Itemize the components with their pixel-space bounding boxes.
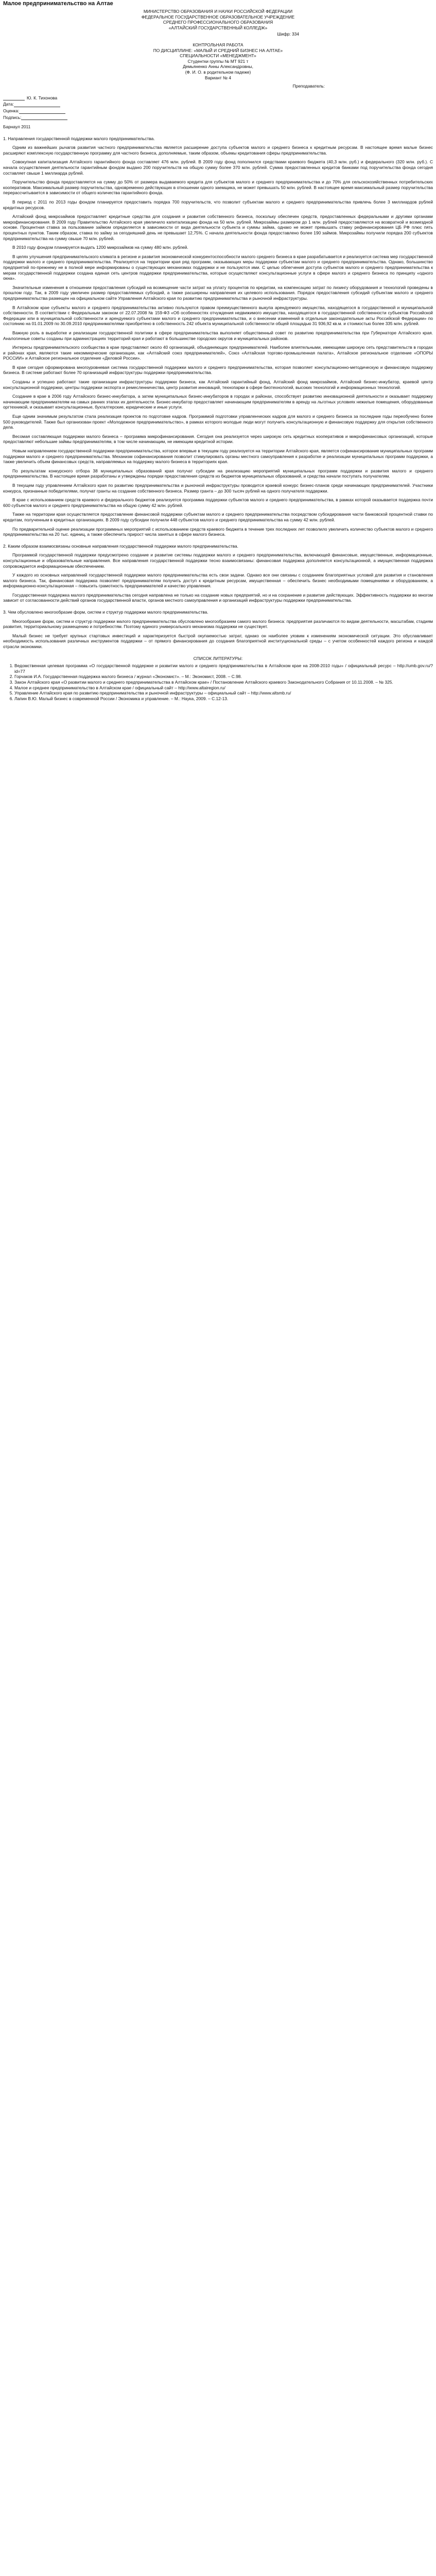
references-list	[3, 663, 433, 701]
header-line: «АЛТАЙСКИЙ ГОСУДАРСТВЕННЫЙ КОЛЛЕДЖ»	[168, 25, 268, 30]
body-paragraph: Поручительство фонда предоставляется на сумму до 50% от размера выдаваемого кредита для субъектов малого и среднего предпринимательства и до 70% для сельскохозяйственных потребительских кооперативов. Максимальный размер поручительства, одновременно действующих в отношении одного заемщика, не может превышать 50 млн. рублей. В настоящее время максимальный размер поручительства перерассчитывается в зависимости от общего количества гарантийного фонда.	[3, 179, 433, 196]
discipline: ПО ДИСЦИПЛИНЕ: «МАЛЫЙ И СРЕДНИЙ БИЗНЕС НА АЛТАЕ»	[153, 47, 283, 53]
work-title-block	[3, 42, 433, 80]
section-title: 3. Чем обусловлено многообразие форм, систем и структур поддержки малого предпринимательства.	[3, 609, 208, 615]
body-paragraph: В крае с использованием средств краевого и федерального бюджетов реализуется программа поддержки субъектов малого и среднего предпринимательства, в рамках которой оказывается поддержка почти 600 субъектов малого и среднего предпринимательства на общую сумму 42 млн. рублей.	[3, 497, 433, 508]
body-paragraph: По результатам конкурсного отбора 38 муниципальных образований края получат субсидии на реализацию мероприятий муниципальных программ поддержки и развития малого и среднего предпринимательства. В настоящее время разработаны и утверждены порядки предоставления средств из бюджетов муниципальных образований, и средства начали поступать получателям.	[3, 468, 433, 479]
city-year: Барнаул 2011	[3, 124, 31, 130]
reference-item: 1. Ведомственная целевая программа «О государственной поддержке и развитии малого и среднего предпринимательства в Алтайском крае на 2008-2010 годы» / официальный ресурс – http://umb.gov.ru/?id=77	[14, 663, 433, 674]
body-paragraph: Государственная поддержка малого предпринимательства сегодня направлена не только на создание новых предприятий, но и на сохранение и развитие действующих. Эффективность поддержки во многом зависит от согласованности действий органов государственной власти, органов местного самоуправления и организаций инфраструктуры поддержки предпринимательства.	[3, 592, 433, 603]
document-page	[0, 0, 436, 706]
institution-header	[3, 9, 433, 37]
date-field: Дата:	[3, 101, 433, 107]
body-paragraph: В целях улучшения предпринимательского климата в регионе и развития экономической конкурентоспособности малого среднего бизнеса в крае разрабатывается и реализуется система мер государственной поддержки малого и среднего предпринимательства. Реализуется на территории края ряд программ, оказывающих меры поддержки субъектам малого и среднего предпринимательства. Однако, большинство предприятий по-прежнему не в полной мере информированы о существующих механизмах поддержки и не пользуются ими. С целью облегчения доступа субъектов малого и среднего предпринимательства к мерам государственной поддержки создана единая сеть центров поддержки предпринимательства, которые осуществляют консультационные услуги в сфере малого и среднего бизнеса по принципу «одного окна».	[3, 253, 433, 281]
body-paragraph: Совокупная капитализация Алтайского гарантийного фонда составляет 476 млн. рублей. В 2009 году фонд пополнился средствами краевого бюджета (40,3 млн. руб.) и федерального (320 млн. руб.). С начала осуществления деятельности гарантийным фондом выдано 200 поручительств на общую сумму более 370 млн. рублей. Сумма предоставленных кредитов банками под поручительства фонда сегодня составляет свыше 1 миллиарда рублей.	[3, 159, 433, 176]
student-name: Демьяненко Анны Александровны,	[183, 64, 253, 70]
document-body	[3, 136, 433, 650]
grading-block	[3, 95, 433, 130]
body-paragraph: Также на территории края осуществляется предоставление финансовой поддержки субъектам малого и среднего предпринимательства посредством субсидирования части банковской процентной ставки по кредитам, полученным в кредитных организациях. В 2009 году субсидии получили 448 субъектов малого и среднего предпринимательства на сумму 42 млн. рублей.	[3, 512, 433, 522]
body-paragraph: В Алтайском крае субъекты малого и среднего предпринимательства активно пользуются правом преимущественного выкупа арендуемого имущества, находящегося в государственной и муниципальной собственности. В соответствии с Федеральным законом от 22.07.2008 № 159-ФЗ «Об особенностях отчуждения недвижимого имущества, находящегося в государственной собственности субъектов Российской Федерации или в муниципальной собственности и арендуемого субъектами малого и среднего предпринимательства, и о внесении изменений в отдельные законодательные акты Российской Федерации» по состоянию на 01.01.2009 по 30.09.2010 предпринимателями приобретено в собственность 242 объекта муниципальной собственности общей площадью 31 936,92 кв.м. и стоимостью более 335 млн. рублей.	[3, 304, 433, 327]
body-paragraph: По предварительной оценке реализации программных мероприятий с использованием средств краевого бюджета в течение трех последних лет позволило увеличить количество субъектов малого и среднего предпринимательства на 20 тыс. единиц, а также обеспечить прирост числа занятых в сфере малого бизнеса.	[3, 526, 433, 537]
reference-item: 4. Малое и среднее предпринимательство в Алтайском крае / официальный сайт – http://www.altairegion.ru/	[14, 685, 433, 691]
teacher-label: Преподаватель:	[292, 83, 325, 89]
teacher-name: Ю. К. Тихонова	[27, 95, 58, 100]
references-title: СПИСОК ЛИТЕРАТУРЫ:	[193, 655, 243, 661]
body-paragraph: Созданы и успешно работают такие организации инфраструктуры поддержки бизнеса, как Алтайский гарантийный фонд, Алтайский фонд микрозаймов, Алтайский бизнес-инкубатор, краевой центр консультационной поддержки, центры поддержки экспорта и ремесленничества, центр развития инноваций, технопарки в сфере биотехнологий, высоких технологий и информационных технологий.	[3, 379, 433, 390]
reference-item: 2. Горчаков И.А. Государственная поддержка малого бизнеса / журнал «Экономист». – М.: Экономист, 2008. – С.98.	[14, 674, 433, 680]
header-line: МИНИСТЕРСТВО ОБРАЗОВАНИЯ И НАУКИ РОССИЙСКОЙ ФЕДЕРАЦИИ	[143, 9, 293, 14]
signature-label: Подпись	[3, 114, 21, 120]
grade-label: Оценка	[3, 108, 19, 113]
student-group: Студентки группы № МТ 921 т	[187, 58, 249, 64]
variant: Вариант № 4	[205, 75, 231, 80]
body-paragraph: В 2010 году фондом планируется выдать 1200 микрозаймов на сумму 480 млн. рублей.	[12, 245, 188, 250]
specialty: СПЕЦИАЛЬНОСТИ «МЕНЕДЖМЕНТ»	[180, 53, 256, 59]
body-paragraph: Программой государственной поддержки предусмотрено создание и развитие системы поддержки малого и среднего предпринимательства, включающей финансовые, имущественные, информационные, консультационные и образовательные направления. Все направления государственной поддержки тесно взаимосвязаны: финансовая поддержка дополняется консультационной, а имущественная поддержка сопровождается информационным обеспечением.	[3, 552, 433, 569]
grade-underline	[19, 113, 65, 114]
body-paragraph: Интересы предпринимательского сообщества в крае представляют около 40 организаций, объединяющих предпринимателей. Наиболее влиятельными, имеющими широкую сеть представительств в городах и районах края, являются такие некоммерческие организации, как «Алтайский союз предпринимателей», Союз «Алтайская торгово-промышленная палата», Алтайское региональное отделение «ОПОРЫ РОССИИ» и Алтайское региональное отделение «Деловой России».	[3, 345, 433, 361]
reference-item: 5. Управление Алтайского края по развитию предпринимательства и рыночной инфраструктуры – официальный сайт – http://www.altsmb.ru/	[14, 690, 433, 696]
work-type: КОНТРОЛЬНАЯ РАБОТА	[193, 42, 243, 47]
header-line: ФЕДЕРАЛЬНОЕ ГОСУДАРСТВЕННОЕ ОБРАЗОВАТЕЛЬНОЕ УЧРЕЖДЕНИЕ	[141, 14, 295, 20]
body-paragraph: Малый бизнес не требует крупных стартовых инвестиций и характеризуется быстрой окупаемостью затрат, однако он наиболее уязвим к изменениям экономической ситуации. Это обуславливает необходимость использования различных инструментов поддержки – от прямого финансирования до создания благоприятной институциональной среды – с учетом особенностей каждого региона и каждой отрасли экономики.	[3, 633, 433, 650]
reference-item: 6. Лапин В.Ю. Малый бизнес в современной России / Экономика и управление. – М.: Наука, 2009. – С.12-13.	[14, 696, 433, 702]
body-paragraph: В текущем году управлением Алтайского края по развитию предпринимательства и рыночной инфраструктуры проводится краевой конкурс бизнес-планов среди начинающих предпринимателей. Участники конкурса, признанные победителями, получат гранты на создание собственного бизнеса. Размер гранта – до 300 тысяч рублей на одного получателя поддержки.	[3, 482, 433, 494]
body-paragraph: Создание в крае в 2006 году Алтайского бизнес-инкубатора, а затем муниципальных бизнес-инкубаторов в городах и районах, способствует развитию инновационной деятельности и оказывает поддержку начинающим предпринимателям на самых ранних этапах их деятельности. Бизнес-инкубатор предоставляет начинающим предпринимателям в аренду на льготных условиях нежилые помещения, оборудованные оргтехникой, и оказывает консультационные, бухгалтерские, юридические и иные услуги.	[3, 394, 433, 410]
date-label: Дата	[3, 101, 13, 107]
cipher-code: Шифр: 334	[277, 31, 299, 37]
body-paragraph: У каждого из основных направлений государственной поддержки малого предпринимательства есть свои задачи. Однако все они связаны с созданием благоприятных условий для развития и становления малого бизнеса. Так, финансовая поддержка позволяет предпринимателям получить доступ к кредитным ресурсам, имущественная – обеспечить бизнес необходимыми помещениями и оборудованием, а информационно-консультационная – повысить грамотность предпринимателей и качество управления.	[3, 572, 433, 589]
document-title: Малое предпринимательство на Алтае	[3, 1, 113, 7]
teacher-field	[3, 95, 433, 101]
reference-item: 3. Закон Алтайского края «О развитии малого и среднего предпринимательства в Алтайском крае» / Постановление Алтайского краевого Законодательного Собрания от 10.11.2008. – № 325.	[14, 680, 433, 685]
body-paragraph: Важную роль в выработке и реализации государственной политики в сфере предпринимательства выполняет общественный совет по развитию предпринимательства при Губернаторе Алтайского края. Аналогичные советы созданы при администрациях территорий края и работают в большинстве городских округов и муниципальных районов.	[3, 330, 433, 341]
name-hint: (Ф. И. О. в родительном падеже)	[185, 69, 251, 75]
body-paragraph: Новым направлением государственной поддержки предпринимательства, которое впервые в текущем году реализуется на территории Алтайского края, является софинансирование муниципальных программ поддержки малого и среднего предпринимательства. Механизм софинансирования позволит стимулировать органы местного самоуправления к разработке и реализации муниципальных программ поддержки, а также увеличить объем финансовых средств, направляемых на поддержку малого бизнеса в территориях края.	[3, 448, 433, 465]
body-paragraph: В период с 2011 по 2013 годы фондом планируется предоставить порядка 700 поручительств, что позволит субъектам малого и среднего предпринимательства привлечь более 3 миллиардов рублей кредитных ресурсов.	[3, 199, 433, 210]
body-paragraph: Еще одним значимым результатом стала реализация проектов по подготовке кадров. Программой подготовки управленческих кадров для малого и среднего бизнеса за последние годы переобучено более 500 руководителей. Также был организован проект «Молодежное предпринимательство», в рамках которого молодые люди могут получить консультационную и финансовую поддержку для открытия собственного дела.	[3, 414, 433, 430]
signature-field: Подпись:	[3, 115, 433, 121]
body-paragraph: В крае сегодня сформирована многоуровневая система государственной поддержки малого и среднего предпринимательства, которая позволяет консультационно-методическую и финансовую поддержку бизнеса. В системе работают более 70 организаций инфраструктуры поддержки предпринимательства.	[3, 364, 433, 376]
body-paragraph: Многообразие форм, систем и структур поддержки малого предпринимательства обусловлено многообразием самого малого бизнеса: предприятия различаются по видам деятельности, масштабам, стадиям развития, территориальному размещению и потребностям. Поэтому единого универсального механизма поддержки не существует.	[3, 618, 433, 630]
body-paragraph: Значительные изменения в отношении предоставления субсидий на возмещение части затрат на уплату процентов по кредитам, на компенсацию затрат по лизингу оборудования и технологий проведены в прошлом году. Так, в 2009 году увеличен размер предоставляемых субсидий, а также расширены направления их целевого использования. Порядок предоставления субсидий субъектам малого и среднего предпринимательства размещен на официальном сайте Управления Алтайского края по развитию предпринимательства и рыночной инфраструктуры.	[3, 284, 433, 301]
body-paragraph: Весомая составляющая поддержки малого бизнеса – программа микрофинансирования. Сегодня она реализуется через широкую сеть кредитных кооперативов и микрофинансовых организаций, которые предоставляют небольшие займы предпринимателям, в том числе начинающим, не имеющим кредитной истории.	[3, 433, 433, 445]
body-paragraph: Алтайский фонд микрозаймов предоставляет кредитные средства для создания и развития собственного бизнеса, поскольку обеспечен средств, предоставленных федеральными и другими органами микрофинансирования. В 2009 году Правительство Алтайского края увеличило капитализацию фонда на 50 млн. рублей. Микрозаймы размером до 1 млн. рублей предоставляются на возвратной и возмездной основе. Процентная ставка за пользование займом определяется в зависимости от вида деятельности субъекта и суммы займа, однако не может превышать ставку рефинансирования ЦБ РФ плюс пять процентных пунктов. Таким образом, ставка по займу за сегодняшний день не превышает 12,75%. С начала деятельности фонда предоставлено более 190 займов. Микрозаймы получили порядка 200 субъектов предпринимательства на сумму свыше 70 млн. рублей.	[3, 214, 433, 241]
section-title: 2. Каким образом взаимосвязаны основные направления государственной поддержки малого предпринимательства.	[3, 543, 238, 549]
grade-field: Оценка:	[3, 108, 433, 114]
body-paragraph: Одним из важнейших рычагов развития частного предпринимательства является расширение доступа субъектов малого и среднего бизнеса к кредитным ресурсам. В настоящее время малые бизнес расширяют комплексную государственную программу для частного бизнеса, дополняемые, таким образом, объемы кредитования сферы предпринимательства.	[3, 145, 433, 156]
header-line: СРЕДНЕГО ПРОФЕССИОНАЛЬНОГО ОБРАЗОВАНИЯ	[163, 20, 273, 25]
section-title: 1. Направления государственной поддержки малого предпринимательства.	[3, 135, 155, 141]
